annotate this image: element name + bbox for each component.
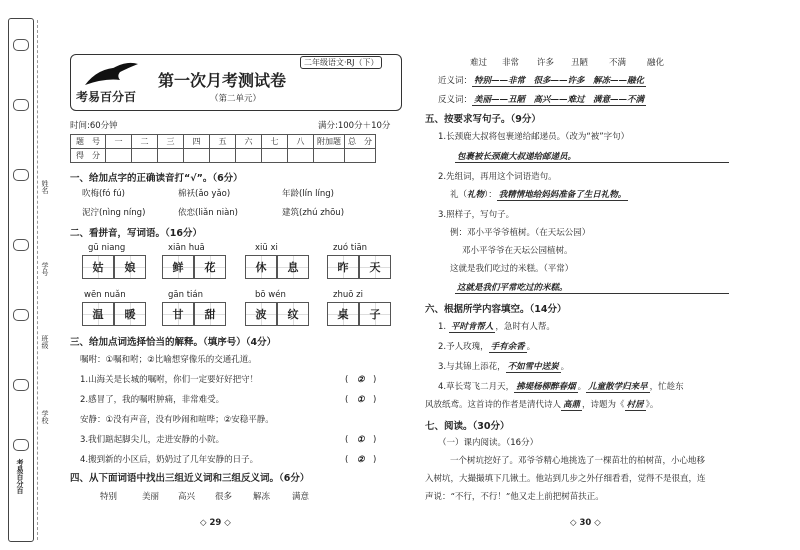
- pinyin: gān tián: [168, 290, 203, 300]
- q5-instruction: 2.先组词，再用这个词语造句。: [438, 172, 557, 182]
- q1-item[interactable]: 建筑(zhú zhōu): [282, 208, 345, 218]
- q6-title: 六、根据所学内容填空。（14分）: [425, 304, 567, 315]
- q6-line: 1. 平时肯帮人 ，急时有人帮。: [438, 322, 555, 332]
- q1-item[interactable]: 棉袄(ǎo yǎo): [178, 189, 231, 199]
- q4-title: 四、从下面词语中找出三组近义词和三组反义词。（6分）: [70, 473, 310, 484]
- q4-word: 很多: [215, 492, 233, 502]
- char-cell: 昨: [327, 255, 359, 279]
- q6-text: ，诗题为《: [582, 400, 625, 410]
- char-cell: 甜: [194, 302, 226, 326]
- score-cell[interactable]: [106, 149, 132, 163]
- pinyin: xiān huā: [168, 243, 205, 253]
- score-cell[interactable]: [262, 149, 288, 163]
- reading-passage-line: 声说：“不行，不行！”他又走上前把树苗扶正。: [425, 492, 604, 502]
- q5-instruction: 3.照样子，写句子。: [438, 210, 515, 220]
- char-cell: 花: [194, 255, 226, 279]
- antonym-line: [438, 93, 646, 105]
- word-box[interactable]: [162, 302, 226, 326]
- q4-word: 丑陋: [571, 58, 589, 68]
- word-box[interactable]: [327, 255, 391, 279]
- q3-answer: ②: [356, 375, 365, 385]
- full-score: 满分:100分＋10分: [318, 121, 391, 131]
- q4-word: 高兴: [178, 492, 196, 502]
- score-cell[interactable]: [288, 149, 314, 163]
- char-cell: 子: [359, 302, 391, 326]
- binding-hole: [13, 239, 29, 251]
- binding-hole: [13, 39, 29, 51]
- binding-hole: [13, 169, 29, 181]
- q5-example: 例：邓小平爷爷植树。（在天坛公园）: [450, 228, 591, 238]
- page-number: ◇ 30 ◇: [570, 518, 601, 528]
- pinyin: zuó tiān: [333, 243, 368, 253]
- q5-answer[interactable]: 这就是我们平常吃过的米糕。: [455, 281, 729, 294]
- q3-answer: ①: [356, 395, 365, 405]
- pinyin: zhuō zi: [333, 290, 363, 300]
- score-header-cell: 六: [236, 135, 262, 149]
- score-cell[interactable]: [210, 149, 236, 163]
- score-row-label: 得 分: [71, 149, 106, 163]
- score-header-cell: 三: [158, 135, 184, 149]
- q6-answer[interactable]: 手有余香: [490, 342, 525, 352]
- q5-example: 邓小平爷爷在天坛公园植树。: [462, 246, 573, 256]
- synonym-line: [438, 74, 646, 86]
- reading-passage-line: 一个树坑挖好了。邓爷爷精心地挑选了一棵苗壮的柏树苗，小心地移: [450, 456, 706, 466]
- q6-answer[interactable]: 不如雪中送炭: [507, 362, 559, 372]
- q3-answer-bracket[interactable]: ( ① ): [345, 435, 377, 445]
- char-cell: 暖: [114, 302, 146, 326]
- cut-line: [37, 20, 38, 540]
- q6-text: 。: [526, 342, 536, 352]
- brand-name: 考易百分百: [76, 90, 137, 104]
- q3-sentence: 2.感冒了，我的嘱咐肿痛，非常难受。: [80, 395, 225, 405]
- strip-brand: 考易百分百: [16, 459, 24, 494]
- score-header-cell: 总 分: [345, 135, 376, 149]
- word-box[interactable]: [245, 302, 309, 326]
- q4-word: 美丽: [142, 492, 160, 502]
- char-cell: 息: [277, 255, 309, 279]
- char-cell: 桌: [327, 302, 359, 326]
- q6-line: [425, 398, 658, 410]
- q4-word: 许多: [537, 58, 555, 68]
- q6-answer[interactable]: 儿童散学归来早: [588, 382, 648, 392]
- q6-text: 》。: [645, 400, 659, 410]
- pinyin: gū niang: [88, 243, 126, 253]
- li-prefix: 礼（: [450, 190, 468, 200]
- q1-title: 一、给加点字的正确读音打“√”。（6分）: [70, 173, 243, 184]
- q6-text: 风放纸鸢。这首诗的作者是清代诗人: [425, 400, 562, 410]
- q3-answer-bracket[interactable]: ( ② ): [345, 455, 377, 465]
- char-cell: 甘: [162, 302, 194, 326]
- q3-answer: ①: [356, 435, 365, 445]
- word-box[interactable]: [327, 302, 391, 326]
- q5-answer[interactable]: 包裹被长颈鹿大叔递给邮递员。: [455, 150, 729, 163]
- word-box[interactable]: [82, 255, 146, 279]
- q6-answer[interactable]: 平时肯帮人: [450, 322, 494, 332]
- q4-word: 满意: [292, 492, 310, 502]
- q6-answer[interactable]: 拂堤杨柳醉春烟: [516, 382, 576, 392]
- q6-text: 3.与其锦上添花，: [438, 362, 506, 372]
- name-field-label: 姓名: [41, 180, 49, 194]
- q6-text: 2.予人玫瑰，: [438, 342, 489, 352]
- q6-text: 4.草长莺飞二月天，: [438, 382, 515, 392]
- q3-definition: 嘱咐：①嘱和咐；②比喻想穿像乐的交通孔道。: [80, 355, 257, 365]
- q1-item[interactable]: 泥泞(nìng níng): [82, 208, 146, 218]
- q4-word: 难过: [470, 58, 488, 68]
- binding-hole: [13, 309, 29, 321]
- antonym-label: 反义词：: [438, 95, 473, 105]
- q3-definition: 安静：①没有声音，没有吵闹和喧哗；②安稳平静。: [80, 415, 274, 425]
- score-header-cell: 一: [106, 135, 132, 149]
- binding-hole: [13, 439, 29, 451]
- score-header-cell: 七: [262, 135, 288, 149]
- reading-passage-line: 入树坑，大撮撮填下几锹土。他站到几步之外仔细看看，觉得不是很直，连: [425, 474, 706, 484]
- char-cell: 姑: [82, 255, 114, 279]
- char-cell: 温: [82, 302, 114, 326]
- score-cell[interactable]: [132, 149, 158, 163]
- class-field-label: 班级: [41, 335, 49, 349]
- synonym-answer[interactable]: 特别——非常 很多——许多 解冻——融化: [474, 76, 645, 86]
- score-header-cell: 四: [184, 135, 210, 149]
- q3-sentence: 4.搬到新的小区后，奶奶过了几年安静的日子。: [80, 455, 259, 465]
- q4-word: 特别: [100, 492, 118, 502]
- exam-time: 时间:60分钟: [70, 121, 118, 131]
- score-header-row: [71, 135, 376, 149]
- char-cell: 鲜: [162, 255, 194, 279]
- score-cell[interactable]: [314, 149, 345, 163]
- binding-hole: [13, 379, 29, 391]
- binding-strip: [8, 18, 34, 542]
- score-header-cell: 八: [288, 135, 314, 149]
- q4-word: 不满: [609, 58, 627, 68]
- char-cell: 娘: [114, 255, 146, 279]
- q4-word: 非常: [502, 58, 520, 68]
- q5-title: 五、按要求写句子。（9分）: [425, 114, 541, 125]
- page-number: ◇ 29 ◇: [200, 518, 231, 528]
- q6-text: ，急时有人帮。: [495, 322, 555, 332]
- char-cell: 波: [245, 302, 277, 326]
- word-box[interactable]: [82, 302, 146, 326]
- score-cell[interactable]: [236, 149, 262, 163]
- score-header-cell: 题 号: [71, 135, 106, 149]
- q2-title: 二、看拼音，写词语。（16分）: [70, 228, 202, 239]
- li-word[interactable]: 礼物: [467, 190, 485, 200]
- q5-compose-line: [450, 188, 628, 200]
- word-box[interactable]: [162, 255, 226, 279]
- q3-sentence: 3.我们踮起脚尖儿，走进安静的小院。: [80, 435, 225, 445]
- q3-title: 三、给加点词选择恰当的解释。（填序号）（4分）: [70, 337, 277, 348]
- char-cell: 纹: [277, 302, 309, 326]
- li-sentence[interactable]: 我精情地给妈妈准备了生日礼物。: [498, 190, 627, 200]
- q7-title: 七、阅读。（30分）: [425, 421, 510, 432]
- score-cell[interactable]: [184, 149, 210, 163]
- q3-sentence: 1.山海关是长城的嘱咐，你们一定要好好把守！: [80, 375, 259, 385]
- q4-word: 融化: [647, 58, 665, 68]
- binding-hole: [13, 99, 29, 111]
- antonym-answer[interactable]: 美丽——丑陋 高兴——难过 满意——不满: [474, 95, 645, 105]
- q6-line: [438, 360, 569, 372]
- score-cell[interactable]: [345, 149, 376, 163]
- id-field-label: 学号: [41, 262, 49, 276]
- score-table: [70, 134, 376, 163]
- q6-text: 。: [560, 362, 570, 372]
- synonym-label: 近义词：: [438, 76, 473, 86]
- word-box[interactable]: [245, 255, 309, 279]
- exam-title: 第一次月考测试卷: [158, 71, 287, 90]
- score-cell[interactable]: [158, 149, 184, 163]
- q6-line: [438, 380, 684, 392]
- q3-answer: ②: [356, 455, 365, 465]
- pinyin: wēn nuǎn: [84, 290, 126, 300]
- q5-example: 这就是我们吃过的米糕。（平常）: [450, 264, 574, 274]
- q6-text: ，忙趁东: [649, 382, 684, 392]
- rabbit-logo-icon: [80, 60, 140, 90]
- score-header-cell: 二: [132, 135, 158, 149]
- q6-line: [438, 340, 535, 352]
- q5-instruction: 1.长颈鹿大叔将包裹递给邮递员。（改为“被”字句）: [438, 132, 630, 142]
- score-header-cell: 五: [210, 135, 236, 149]
- li-suffix: ）：: [484, 190, 497, 200]
- char-cell: 休: [245, 255, 277, 279]
- school-field-label: 学校: [41, 410, 49, 424]
- q6-answer[interactable]: 高鼎: [563, 400, 581, 410]
- q3-answer-bracket[interactable]: ( ① ): [345, 395, 377, 405]
- q6-answer[interactable]: 村居: [626, 400, 644, 410]
- q7-subtitle: （一）课内阅读。（16分）: [438, 438, 539, 448]
- q4-word: 解冻: [253, 492, 271, 502]
- q1-item[interactable]: 年龄(lín líng): [282, 189, 334, 199]
- q1-item[interactable]: 依恋(liǎn niàn): [178, 208, 238, 218]
- grade-tag: 二年级语文·RJ（下）: [300, 56, 382, 69]
- exam-subtitle: （第二单元）: [210, 94, 262, 104]
- q1-item[interactable]: 吹梅(fó fú): [82, 189, 125, 199]
- pinyin: bō wén: [255, 290, 286, 300]
- score-row: [71, 149, 376, 163]
- q3-answer-bracket[interactable]: ( ② ): [345, 375, 377, 385]
- q6-text: 。: [577, 382, 587, 392]
- score-header-cell: 附加题: [314, 135, 345, 149]
- pinyin: xiū xi: [255, 243, 278, 253]
- char-cell: 天: [359, 255, 391, 279]
